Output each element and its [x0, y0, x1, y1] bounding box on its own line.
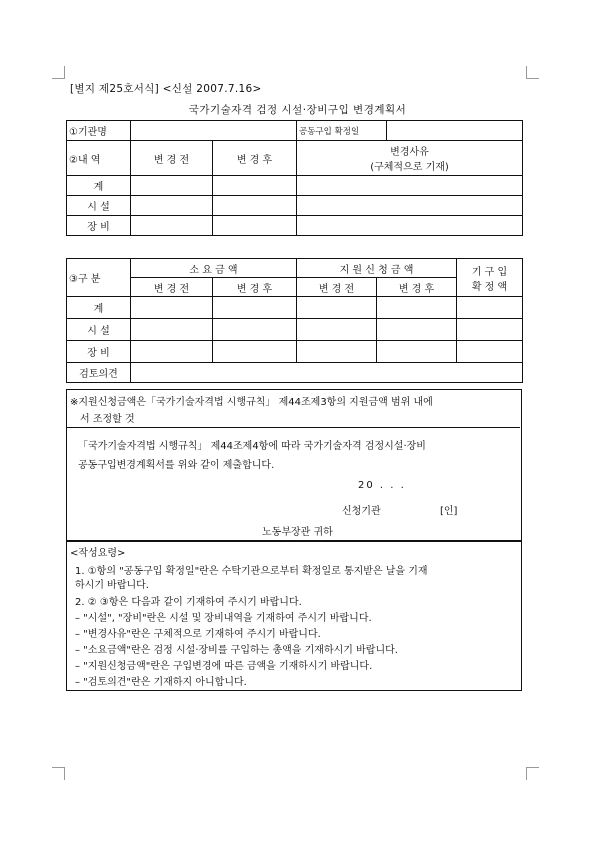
amount-row-total-label: 계: [67, 297, 131, 319]
support-before-header: 변 경 전: [297, 278, 377, 297]
joint-date-field[interactable]: [387, 121, 523, 141]
guide-line: – "검토의견"란은 기재하지 아니합니다.: [75, 677, 247, 688]
cell-field[interactable]: [131, 319, 213, 341]
submission-text-line1: 「국가기술자격법 시행규칙」 제44조제4항에 따라 국가기술자격 검정시설·장비: [78, 441, 426, 452]
row-total-label: 계: [67, 176, 131, 196]
guide-line: 1. ①항의 "공동구입 확정일"란은 수탁기관으로부터 확정일로 통지받은 날을 기재: [75, 566, 428, 577]
org-name-label: ①기관명: [67, 121, 131, 141]
guide-line: 2. ② ③항은 다음과 같이 기재하여 주시기 바랍니다.: [75, 597, 302, 608]
applicant-label: 신청기관: [342, 506, 381, 517]
crop-mark-top-left: [52, 66, 65, 79]
cell-field[interactable]: [377, 341, 457, 363]
facility-reason-field[interactable]: [297, 196, 523, 216]
guide-line: – "변경사유"란은 구체적으로 기재하여 주시기 바랍니다.: [75, 629, 321, 640]
guide-line: 하시기 바랍니다.: [75, 580, 149, 591]
amount-row-facility-label: 시 설: [67, 319, 131, 341]
support-amount-header: 지 원 신 청 금 액: [297, 259, 457, 278]
facility-before-field[interactable]: [131, 196, 213, 216]
guide-line: – "지원신청금액"란은 구입변경에 따른 금액을 기재하시기 바랍니다.: [75, 661, 373, 672]
facility-after-field[interactable]: [213, 196, 297, 216]
total-before-field[interactable]: [131, 176, 213, 196]
crop-mark-top-right: [526, 66, 539, 79]
submission-date: 20 . . .: [358, 480, 406, 491]
cell-field[interactable]: [213, 341, 297, 363]
joint-date-label: 공동구입 확정일: [297, 121, 387, 141]
crop-mark-bottom-left: [52, 767, 65, 780]
equipment-after-field[interactable]: [213, 216, 297, 236]
cell-field[interactable]: [457, 319, 523, 341]
crop-mark-bottom-right: [526, 767, 539, 780]
cell-field[interactable]: [297, 341, 377, 363]
required-after-header: 변 경 후: [213, 278, 297, 297]
document-title: 국가기술자격 검정 시설·장비구입 변경계획서: [188, 104, 407, 116]
amount-row-equipment-label: 장 비: [67, 341, 131, 363]
support-after-header: 변 경 후: [377, 278, 457, 297]
change-detail-table: [66, 120, 523, 236]
reason-title: 변경사유: [390, 147, 429, 158]
guide-line: – "시설", "장비"란은 시설 및 장비내역을 기재하여 주시기 바랍니다.: [75, 613, 372, 624]
cell-field[interactable]: [131, 341, 213, 363]
existing-purchase-line2: 확 정 액: [471, 281, 508, 293]
row-facility-label: 시 설: [67, 196, 131, 216]
required-before-header: 변 경 전: [131, 278, 213, 297]
category-label: ③구 분: [67, 259, 131, 297]
review-label: 검토의견: [67, 363, 131, 383]
reason-subtitle: (구체적으로 기재): [370, 162, 449, 173]
equipment-reason-field[interactable]: [297, 216, 523, 236]
footnote-line2: 서 조정할 것: [80, 414, 135, 425]
cell-field[interactable]: [297, 319, 377, 341]
form-label: [별지 제25호서식] <신설 2007.7.16>: [70, 83, 262, 95]
detail-label: ②내 역: [67, 141, 131, 176]
guide-line: – "소요금액"란은 검정 시설·장비를 구입하는 총액을 기재하시기 바랍니다.: [75, 645, 398, 656]
amount-table: [66, 258, 523, 383]
guide-heading: <작성요령>: [70, 548, 126, 559]
cell-field[interactable]: [213, 297, 297, 319]
seal-label: [인]: [440, 506, 458, 517]
cell-field[interactable]: [297, 297, 377, 319]
divider: [66, 427, 520, 428]
cell-field[interactable]: [131, 297, 213, 319]
cell-field[interactable]: [377, 319, 457, 341]
submission-text-line2: 공동구입변경계획서를 위와 같이 제출합니다.: [78, 460, 275, 471]
equipment-before-field[interactable]: [131, 216, 213, 236]
cell-field[interactable]: [213, 319, 297, 341]
org-name-field[interactable]: [131, 121, 297, 141]
cell-field[interactable]: [377, 297, 457, 319]
before-header: 변 경 전: [131, 141, 213, 176]
after-header: 변 경 후: [213, 141, 297, 176]
footnote-line1: ※지원신청금액은「국가기술자격법 시행규칙」 제44조제3항의 지원금액 범위 내에: [70, 397, 433, 408]
existing-purchase-line1: 기 구 입: [471, 266, 508, 278]
required-amount-header: 소 요 금 액: [131, 259, 297, 278]
existing-purchase-header: [457, 259, 523, 297]
cell-field[interactable]: [457, 297, 523, 319]
reason-header: [297, 141, 523, 176]
cell-field[interactable]: [457, 341, 523, 363]
addressee: 노동부장관 귀하: [262, 527, 333, 538]
total-reason-field[interactable]: [297, 176, 523, 196]
row-equipment-label: 장 비: [67, 216, 131, 236]
total-after-field[interactable]: [213, 176, 297, 196]
review-field[interactable]: [131, 363, 523, 383]
